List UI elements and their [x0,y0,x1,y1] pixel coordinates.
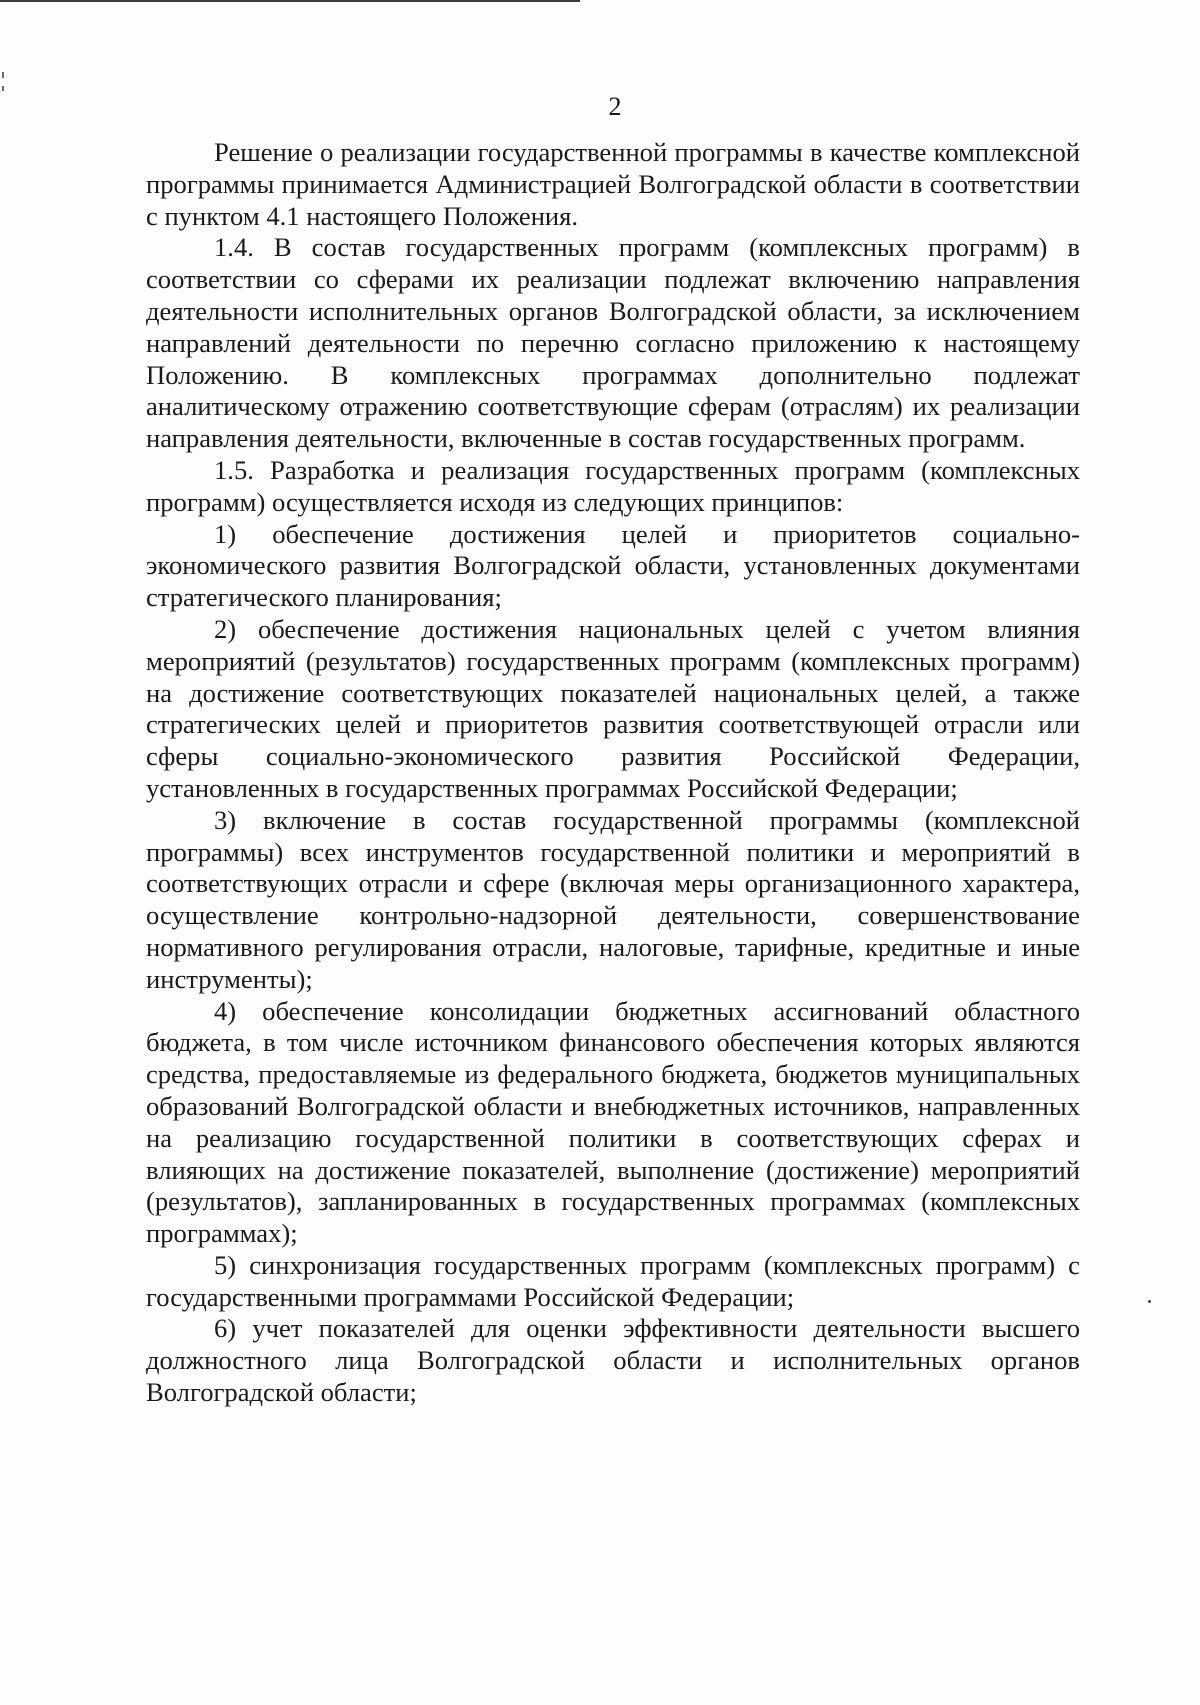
scan-speck [1148,1300,1151,1303]
principle-2: 2) обеспечение достижения национальных целей с учетом влияния мероприятий (результатов) государственных программ (комплексных программ) на достижение соответствующих показателей национальных целей, а также стратегических целей и приоритетов развития соответствующей отрасли или сферы социально-экономического развития Российской Федерации, установленных в государственных программах Российской Федерации; [146,613,1080,803]
document-body [146,137,1080,1409]
paragraph-decision: Решение о реализации государственной программы в качестве комплексной программы принимается Администрацией Волгоградской области в соответствии с пунктом 4.1 настоящего Положения. [146,137,1080,231]
principle-3: 3) включение в состав государственной программы (комплексной программы) всех инструментов государственной политики и мероприятий в соответствующих отрасли и сфере (включая меры организационного характера, осуществление контрольно-надзорной деятельности, совершенствование нормативного регулирования отрасли, налоговые, тарифные, кредитные и иные инструменты); [146,804,1080,994]
page-number: 2 [608,92,622,121]
scan-top-rule [0,0,580,2]
scan-edge-mark [2,86,4,91]
paragraph-1-5: 1.5. Разработка и реализация государственных программ (комплексных программ) осуществляется исходя из следующих принципов: [146,454,1080,517]
principle-6: 6) учет показателей для оценки эффективности деятельности высшего должностного лица Волгоградской области и исполнительных органов Волгоградской области; [146,1313,1080,1408]
paragraph-1-4: 1.4. В состав государственных программ (комплексных программ) в соответствии со сферами их реализации подлежат включению направления деятельности исполнительных органов Волгоградской области, за исключением направлений деятельности по перечню согласно приложению к настоящему Положению. В комплексных программах дополнительно подлежат аналитическому отражению соответствующие сферам (отраслям) их реализации направления деятельности, включенные в состав государственных программ. [146,232,1080,454]
scan-edge-mark [2,72,4,78]
principle-1: 1) обеспечение достижения целей и приоритетов социально-экономического развития Волгоградской области, установленных документами стратегического планирования; [146,518,1080,613]
principle-5: 5) синхронизация государственных программ (комплексных программ) с государственными программами Российской Федерации; [146,1249,1080,1312]
principle-4: 4) обеспечение консолидации бюджетных ассигнований областного бюджета, в том числе источником финансового обеспечения которых являются средства, предоставляемые из федерального бюджета, бюджетов муниципальных образований Волгоградской области и внебюджетных источников, направленных на реализацию государственной политики в соответствующих сферах и влияющих на достижение показателей, выполнение (достижение) мероприятий (результатов), запланированных в государственных программах (комплексных программах); [146,995,1080,1249]
